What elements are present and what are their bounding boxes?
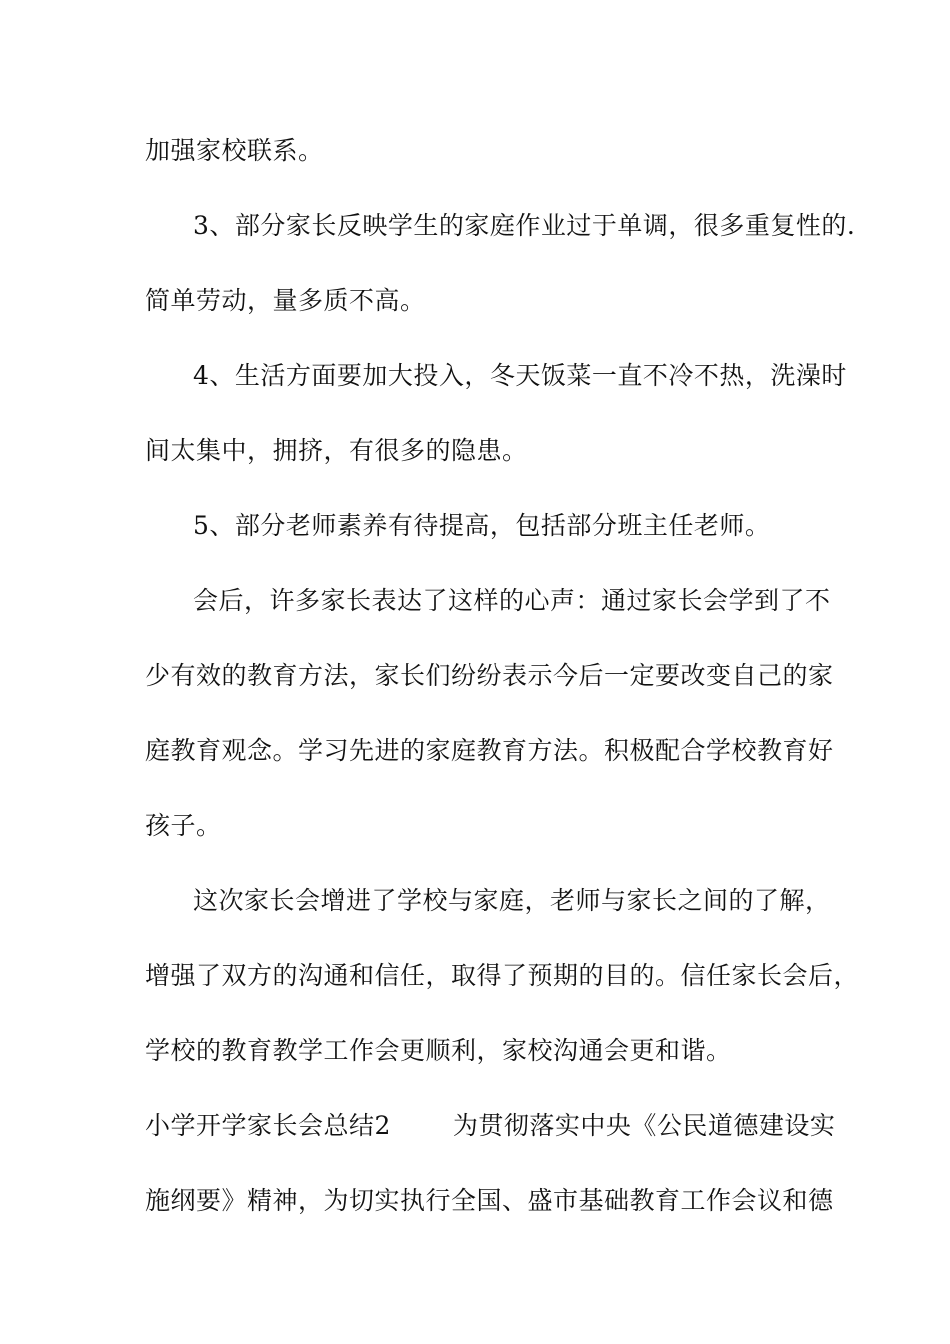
text-line: 学校的教育教学工作会更顺利，家校沟通会更和谐。 [145,1036,732,1065]
text-line: 施纲要》精神，为切实执行全国、盛市基础教育工作会议和德 [145,1186,834,1215]
section-heading-line [145,1111,836,1141]
text-line: 增强了双方的沟通和信任，取得了预期的目的。信任家长会后， [145,961,860,990]
text-line: 简单劳动，量多质不高。 [145,286,426,315]
text-line: 庭教育观念。学习先进的家庭教育方法。积极配合学校教育好 [145,736,834,765]
text-line: 加强家校联系。 [145,136,324,165]
text-line: 会后，许多家长表达了这样的心声：通过家长会学到了不 [193,586,831,615]
section-text: 为贯彻落实中央《公民道德建设实 [452,1111,836,1140]
text-line: 5、部分老师素养有待提高，包括部分班主任老师。 [193,511,771,540]
text-line: 少有效的教育方法，家长们纷纷表示今后一定要改变自己的家 [145,661,834,690]
text-line: 3、部分家长反映学生的家庭作业过于单调，很多重复性的. [193,211,856,240]
section-title: 小学开学家长会总结2 [145,1111,391,1140]
text-line: 这次家长会增进了学校与家庭，老师与家长之间的了解， [193,886,831,915]
text-line: 4、生活方面要加大投入，冬天饭菜一直不冷不热，洗澡时 [193,361,847,390]
text-line: 孩子。 [145,811,222,840]
text-line: 间太集中，拥挤，有很多的隐患。 [145,436,528,465]
